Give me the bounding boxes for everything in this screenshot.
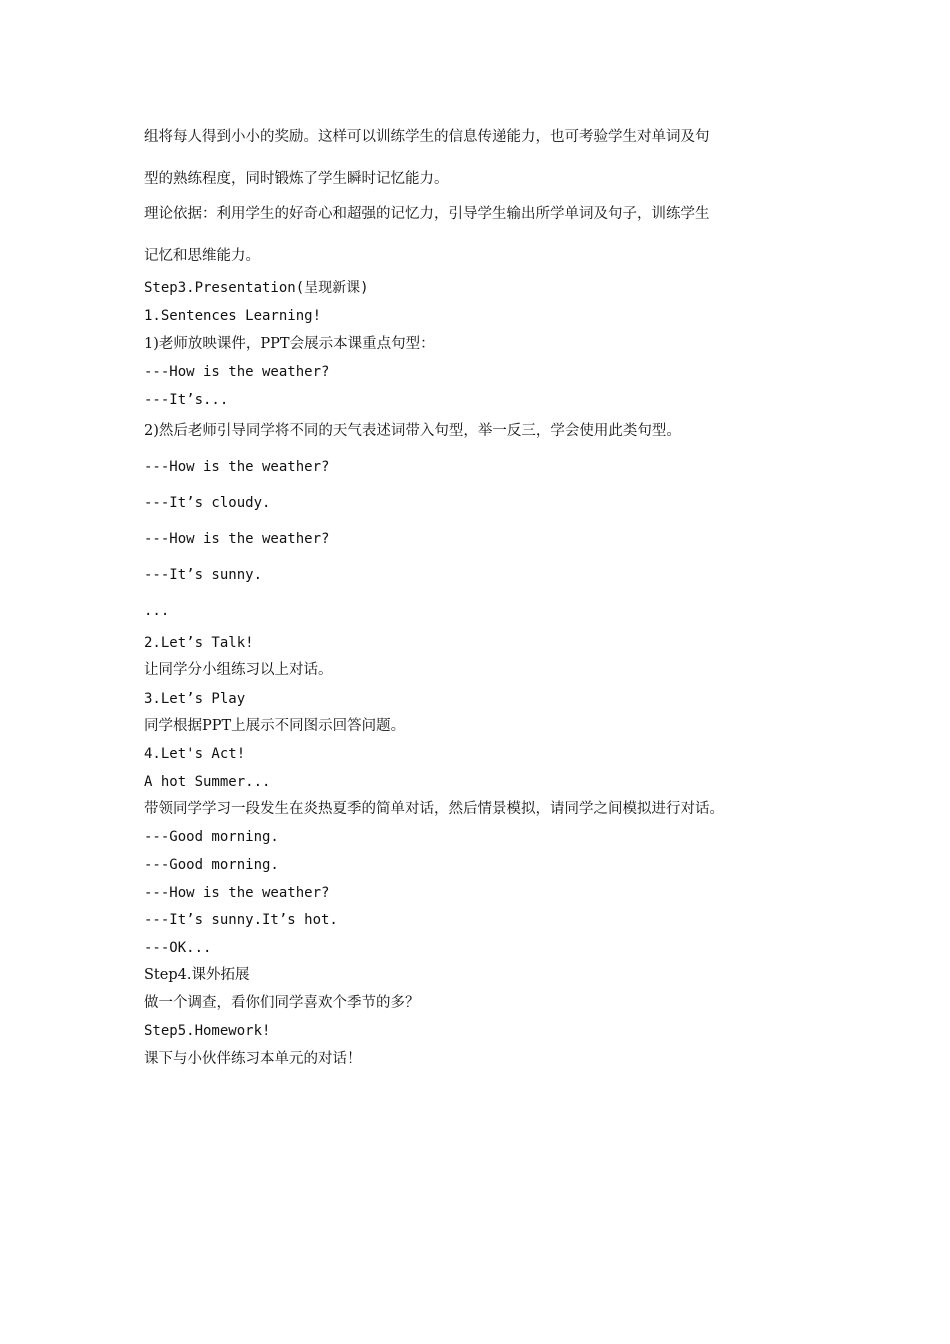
paragraph-line: 课下与小伙伴练习本单元的对话！ [144,1051,362,1067]
paragraph-line: 让同学分小组练习以上对话。 [144,662,333,678]
section-heading: 2.Let’s Talk! [144,635,254,651]
section-heading: 3.Let’s Play [144,691,246,707]
paragraph-line: 型的熟练程度，同时锻炼了学生瞬时记忆能力。 [144,171,449,187]
dialogue-line: ---How is the weather? [144,885,330,901]
paragraph-line: 做一个调查，看你们同学喜欢个季节的多？ [144,995,420,1011]
dialogue-line: ---How is the weather? [144,531,330,547]
dialogue-line: ---It’s... [144,392,229,408]
dialogue-line: ---It’s cloudy. [144,495,271,511]
step3-heading: Step3.Presentation(呈现新课) [144,280,369,296]
ellipsis-line: ... [144,603,170,619]
dialogue-line: ---OK... [144,940,212,956]
subtitle-line: A hot Summer... [144,774,271,790]
dialogue-line: ---How is the weather? [144,459,330,475]
paragraph-line: 2)然后老师引导同学将不同的天气表述词带入句型，举一反三，学会使用此类句型。 [144,423,681,439]
dialogue-line: ---How is the weather? [144,364,330,380]
dialogue-line: ---Good morning. [144,829,279,845]
step5-heading: Step5.Homework! [144,1023,271,1039]
dialogue-line: ---Good morning. [144,857,279,873]
section-heading: 1.Sentences Learning! [144,308,322,324]
paragraph-line: 记忆和思维能力。 [144,248,260,264]
section-heading: 4.Let's Act! [144,746,246,762]
theory-basis-line: 理论依据：利用学生的好奇心和超强的记忆力，引导学生输出所学单词及句子，训练学生 [144,206,710,222]
dialogue-line: ---It’s sunny. [144,567,263,583]
paragraph-line: 同学根据PPT上展示不同图示回答问题。 [144,718,406,734]
paragraph-line: 组将每人得到小小的奖励。这样可以训练学生的信息传递能力，也可考验学生对单词及句 [144,129,710,145]
paragraph-line: 1)老师放映课件，PPT会展示本课重点句型： [144,336,435,352]
dialogue-line: ---It’s sunny.It’s hot. [144,912,338,928]
step4-heading: Step4.课外拓展 [144,967,250,983]
paragraph-line: 带领同学学习一段发生在炎热夏季的简单对话，然后情景模拟，请同学之间模拟进行对话。 [144,801,724,817]
